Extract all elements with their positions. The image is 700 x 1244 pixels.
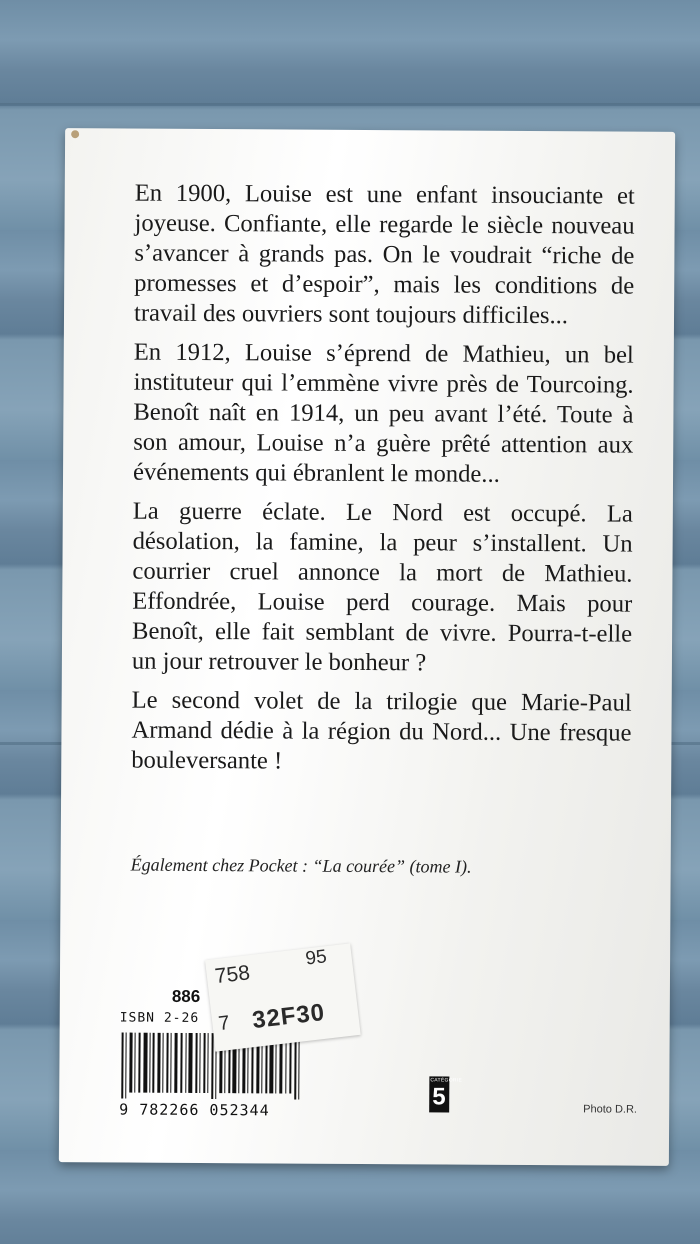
price-sticker [205,943,361,1051]
sticker-digit: 7 [217,1011,231,1036]
category-badge [429,1076,463,1112]
category-label: CATÉGORIE [430,1077,463,1084]
sticker-code: 95 [304,946,328,970]
sticker-number: 758 [213,961,252,989]
blurb-paragraph-1: En 1900, Louise est une enfant insouciante et joyeuse. Confiante, elle regarde le siècle nouveau s’avancer à grands pas. On le voudrait “riche de promesses et d’espoir”, mais les conditions de travail des ouvriers sont toujours difficiles... [133,179,635,330]
book-back-cover [59,128,675,1166]
blurb-paragraph-4: Le second volet de la trilogie que Marie-Paul Armand dédie à la région du Nord... Une fresque bouleversante ! [131,686,632,775]
photo-credit: Photo D.R. [583,1103,638,1116]
category-number: 5 [432,1083,446,1111]
blurb-paragraph-2: En 1912, Louise s’éprend de Mathieu, un bel instituteur qui l’emmène vivre près de Tourcoing. Benoît naît en 1914, un peu avant l’été. Toute à son amour, Louise n’a guère prêté attention aux événements qui ébranlent le monde... [132,338,634,488]
pin-mark [71,130,79,138]
blurb-paragraph-3: La guerre éclate. Le Nord est occupé. La désolation, la famine, la peur s’installent. Un courrier cruel annonce la mort de Mathieu. Effondrée, Louise perd courage. Mais pour Benoît, elle fait semblant de vivre. Pourra-t-elle un jour retrouver le bonheur ? [131,497,633,677]
barcode-digits: 9 782266 052344 [119,1100,270,1120]
barcode-top-code: 886 [171,986,201,1006]
plank-seam [0,103,700,106]
isbn-label: ISBN 2-26 [119,1010,200,1026]
sticker-price: 32F30 [250,998,327,1035]
also-by-note: Également chez Pocket : “La courée” (tome I). [130,854,472,877]
blurb [131,179,635,788]
